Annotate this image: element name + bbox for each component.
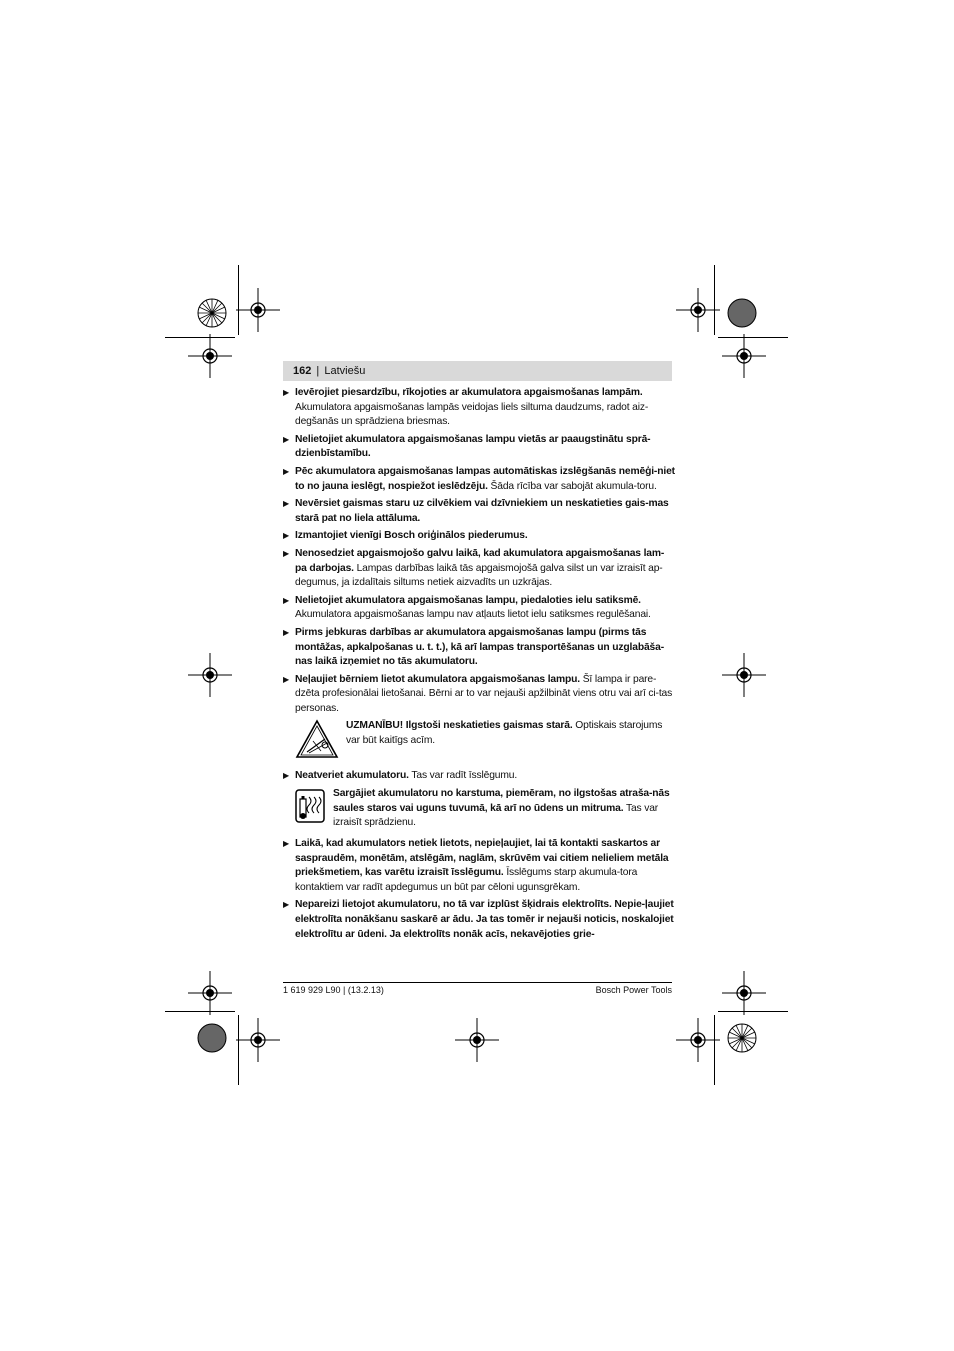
registration-mark-icon xyxy=(722,334,766,378)
crop-line xyxy=(165,1011,235,1012)
gray-target-icon xyxy=(197,1023,227,1053)
safety-instructions xyxy=(283,386,675,945)
list-item xyxy=(283,529,675,544)
warning-eye xyxy=(283,719,675,763)
list-item xyxy=(283,497,675,526)
bullet-icon: ▶ xyxy=(283,388,290,397)
list-item xyxy=(283,673,675,717)
bullet-icon: ▶ xyxy=(283,466,290,476)
registration-mark-icon xyxy=(722,971,766,1015)
list-item xyxy=(283,594,675,623)
warning-bold: UZMANĪBU! Ilgstoši neskatieties gaismas starā. xyxy=(346,720,573,732)
bullet-icon: ▶ xyxy=(283,900,290,910)
crop-line xyxy=(238,1015,239,1085)
list-item xyxy=(283,547,675,591)
warning-normal: Tas var izraisīt sprādzienu. xyxy=(333,802,659,829)
bullet-icon: ▶ xyxy=(283,434,290,444)
warning-text xyxy=(346,719,675,748)
crop-line xyxy=(165,337,235,338)
bullet-icon: ▶ xyxy=(283,499,290,509)
crop-line xyxy=(714,1015,715,1085)
crop-line xyxy=(714,265,715,335)
battery-heat-icon xyxy=(295,789,325,823)
item-bold: Neatveriet akumulatoru. xyxy=(295,770,409,782)
crop-line xyxy=(238,265,239,335)
list-item xyxy=(283,898,675,942)
eye-beam-warning-icon xyxy=(295,719,339,759)
crop-line xyxy=(718,337,788,338)
item-bold: Izmantojiet vienīgi Bosch oriģinālos piederumus. xyxy=(295,530,528,542)
warning-text xyxy=(333,787,675,831)
item-bold: Nelietojiet akumulatora apgaismošanas lampu, piedaloties ielu satiksmē. xyxy=(295,594,641,606)
bullet-icon: ▶ xyxy=(283,674,290,684)
item-bold: Pēc akumulatora apgaismošanas lampas automātiskas izslēgšanās nemēģi-niet to no jauna ieslēgt, nospiežot ieslēdzēju. xyxy=(295,465,675,492)
item-bold: Neļaujiet bērniem lietot akumulatora apgaismošanas lampu. xyxy=(295,673,580,685)
registration-mark-icon xyxy=(236,1018,280,1062)
item-bold: Nevērsiet gaismas staru uz cilvēkiem vai dzīvniekiem un neskatieties gais-mas starā pat no liela attāluma. xyxy=(295,498,669,524)
list-item xyxy=(283,465,675,494)
item-text: Šāda rīcība var sabojāt akumula-toru. xyxy=(490,480,657,492)
list-item xyxy=(283,769,675,784)
item-text: Lampas darbības laikā tās apgaismojošā galva silst un var izraisīt ap-degumus, ja izdalītais siltums netiek aizvadīts un uzkrājas. xyxy=(295,562,663,589)
registration-mark-icon xyxy=(188,971,232,1015)
warning-normal: Optiskais starojums var būt kaitīgs acīm. xyxy=(346,720,663,747)
registration-mark-icon xyxy=(722,653,766,697)
registration-mark-icon xyxy=(236,288,280,332)
item-bold: Ievērojiet piesardzību, rīkojoties ar akumulatora apgaismošanas lampām. xyxy=(295,387,643,398)
bullet-icon: ▶ xyxy=(283,548,290,558)
bullet-icon: ▶ xyxy=(283,595,290,605)
star-target-icon xyxy=(727,1023,757,1053)
bullet-icon: ▶ xyxy=(283,771,290,781)
item-bold: Nenosedziet apgaismojošo galvu laikā, kad akumulatora apgaismošanas lam-pa darbojas. xyxy=(295,547,665,574)
registration-mark-icon xyxy=(455,1018,499,1062)
list-item xyxy=(283,626,675,670)
warning-bold: Sargājiet akumulatoru no karstuma, piemēram, no ilgstošas atraša-nās saules staros vai uguns tuvumā, kā arī no ūdens un mitruma. xyxy=(333,788,670,814)
gray-target-icon xyxy=(727,298,757,328)
registration-mark-icon xyxy=(188,334,232,378)
bullet-icon: ▶ xyxy=(283,531,290,541)
warning-heat xyxy=(283,787,675,831)
page-footer xyxy=(283,982,672,995)
registration-mark-icon xyxy=(188,653,232,697)
item-text: Tas var radīt īsslēgumu. xyxy=(411,770,518,782)
footer-doc-id: 1 619 929 L90 | (13.2.13) xyxy=(283,985,384,995)
crop-line xyxy=(718,1011,788,1012)
item-bold: Laikā, kad akumulators netiek lietots, nepieļaujiet, lai tā kontakti saskartos ar saspraudēm, monētām, atslēgām, naglām, skrūvēm vai citiem nelieliem metāla priekšmetiem, kas varētu izraisīt īsslēgumu. xyxy=(295,838,669,879)
list-item xyxy=(283,433,675,462)
section-language: Latviešu xyxy=(324,365,366,377)
list-item xyxy=(283,386,675,430)
page-number: 162 xyxy=(293,365,312,377)
item-text: Akumulatora apgaismošanas lampās veidojas liels siltuma daudzums, radot aiz-degšanās un sprādziena briesmas. xyxy=(295,401,649,428)
footer-brand: Bosch Power Tools xyxy=(595,985,672,995)
bullet-icon: ▶ xyxy=(283,839,290,849)
header-separator: | xyxy=(316,365,320,377)
item-text: Īsslēgums starp akumula-tora kontaktiem var radīt apdegumus un būt par cēloni ugunsgrēkam. xyxy=(295,867,638,893)
bullet-icon: ▶ xyxy=(283,627,290,637)
item-text: Akumulatora apgaismošanas lampu nav atļauts lietot ielu satiksmes regulēšanai. xyxy=(295,609,651,621)
list-item xyxy=(283,837,675,895)
item-text: Šī lampa ir pare-dzēta profesionālai lietošanai. Bērni ar to var nejauši apžilbināt viens otru vai arī ci-tas personas. xyxy=(295,673,673,714)
item-bold: Nelietojiet akumulatora apgaismošanas lampu vietās ar paaugstinātu sprā-dzienbīstamību. xyxy=(295,433,651,460)
item-bold: Pirms jebkuras darbības ar akumulatora apgaismošanas lampu (pirms tās montāžas, apkalpošanas u. t. t.), kā arī lampas transportēšanas un uzglabāša-nas laikā izņemiet no tās akumulatoru. xyxy=(295,626,664,668)
star-target-icon xyxy=(197,298,227,328)
page-header xyxy=(283,361,672,381)
item-bold: Nepareizi lietojot akumulatoru, no tā var izplūst šķidrais elektrolīts. Nepie-ļaujiet elektrolīta nonākšanu saskarē ar ādu. Ja tas tomēr ir nejauši noticis, noskalojiet elektrolītu ar ūdeni. Ja elektrolīts nonāk acīs, nekavējoties grie- xyxy=(295,899,674,940)
